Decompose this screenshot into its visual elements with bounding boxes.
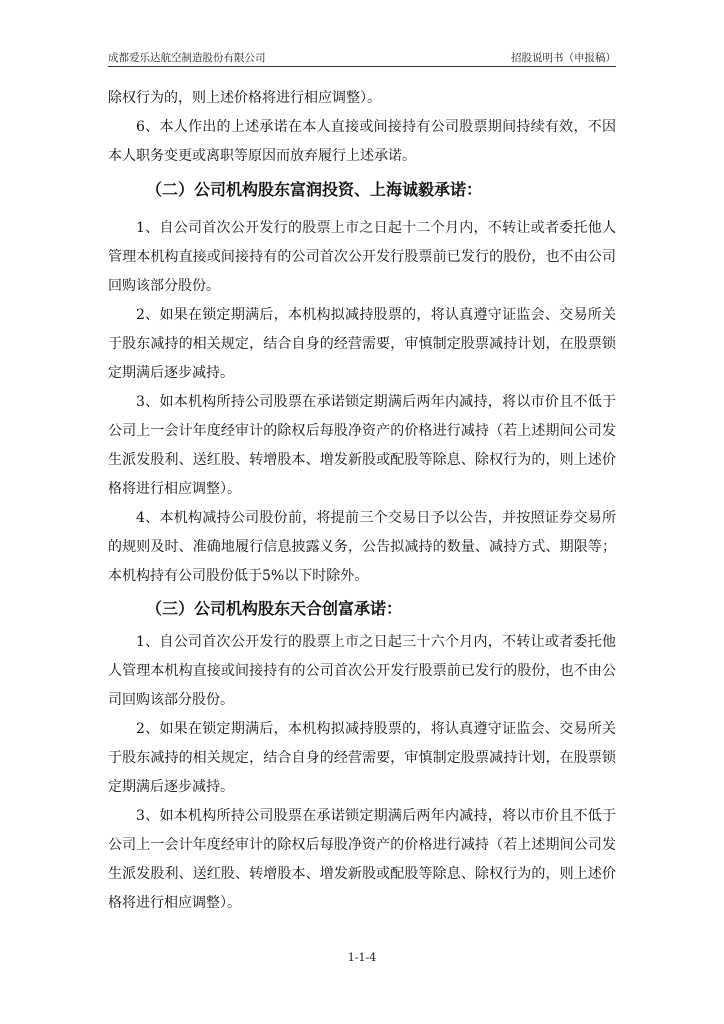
paragraph-continuation: 除权行为的，则上述价格将进行相应调整）。	[108, 90, 381, 106]
section-heading-2: （二）公司机构股东富润投资、上海诚毅承诺：	[146, 180, 483, 199]
paragraph-section3-item-2: 2、如果在锁定期满后，本机构拟减持股票的，将认真遵守证监会、交易所关于股东减持的相关规定，结合自身的经营需要，审慎制定股票减持计划，在股票锁定期满后逐步减持。	[108, 721, 616, 795]
header-document-type: 招股说明书（申报稿）	[511, 52, 616, 64]
paragraph-commitment-6: 6、本人作出的上述承诺在本人直接或间接持有公司股票期间持续有效，不因本人职务变更或离职等原因而放弃履行上述承诺。	[108, 119, 616, 164]
paragraph-section2-item-1: 1、自公司首次公开发行的股票上市之日起十二个月内，不转让或者委托他人管理本机构直接或间接持有的公司首次公开发行股票前已发行的股份，也不由公司回购该部分股份。	[108, 220, 616, 294]
paragraph-section2-item-3: 3、如本机构所持公司股票在承诺锁定期满后两年内减持，将以市价且不低于公司上一会计年度经审计的除权后每股净资产的价格进行减持（若上述期间公司发生派发股利、送红股、转增股本、增发新股或配股等除息、除权行为的，则上述价格将进行相应调整）。	[108, 394, 616, 497]
paragraph-section2-item-4: 4、本机构减持公司股份前，将提前三个交易日予以公告，并按照证券交易所的规则及时、准确地履行信息披露义务，公告拟减持的数量、减持方式、期限等；本机构持有公司股份低于5%以下时除外。	[108, 510, 616, 584]
section-heading-3: （三）公司机构股东天合创富承诺：	[146, 599, 403, 618]
paragraph-section2-item-2: 2、如果在锁定期满后，本机构拟减持股票的，将认真遵守证监会、交易所关于股东减持的相关规定，结合自身的经营需要，审慎制定股票减持计划，在股票锁定期满后逐步减持。	[108, 307, 616, 381]
page-number: 1-1-4	[347, 951, 377, 964]
paragraph-section3-item-3: 3、如本机构所持公司股票在承诺锁定期满后两年内减持，将以市价且不低于公司上一会计年度经审计的除权后每股净资产的价格进行减持（若上述期间公司发生派发股利、送红股、转增股本、增发新股或配股等除息、除权行为的，则上述价格将进行相应调整）。	[108, 808, 616, 911]
paragraph-section3-item-1: 1、自公司首次公开发行的股票上市之日起三十六个月内，不转让或者委托他人管理本机构直接或间接持有的公司首次公开发行股票前已发行的股份，也不由公司回购该部分股份。	[108, 634, 616, 708]
page-header	[108, 52, 616, 67]
header-company-name: 成都爱乐达航空制造股份有限公司	[108, 52, 266, 64]
